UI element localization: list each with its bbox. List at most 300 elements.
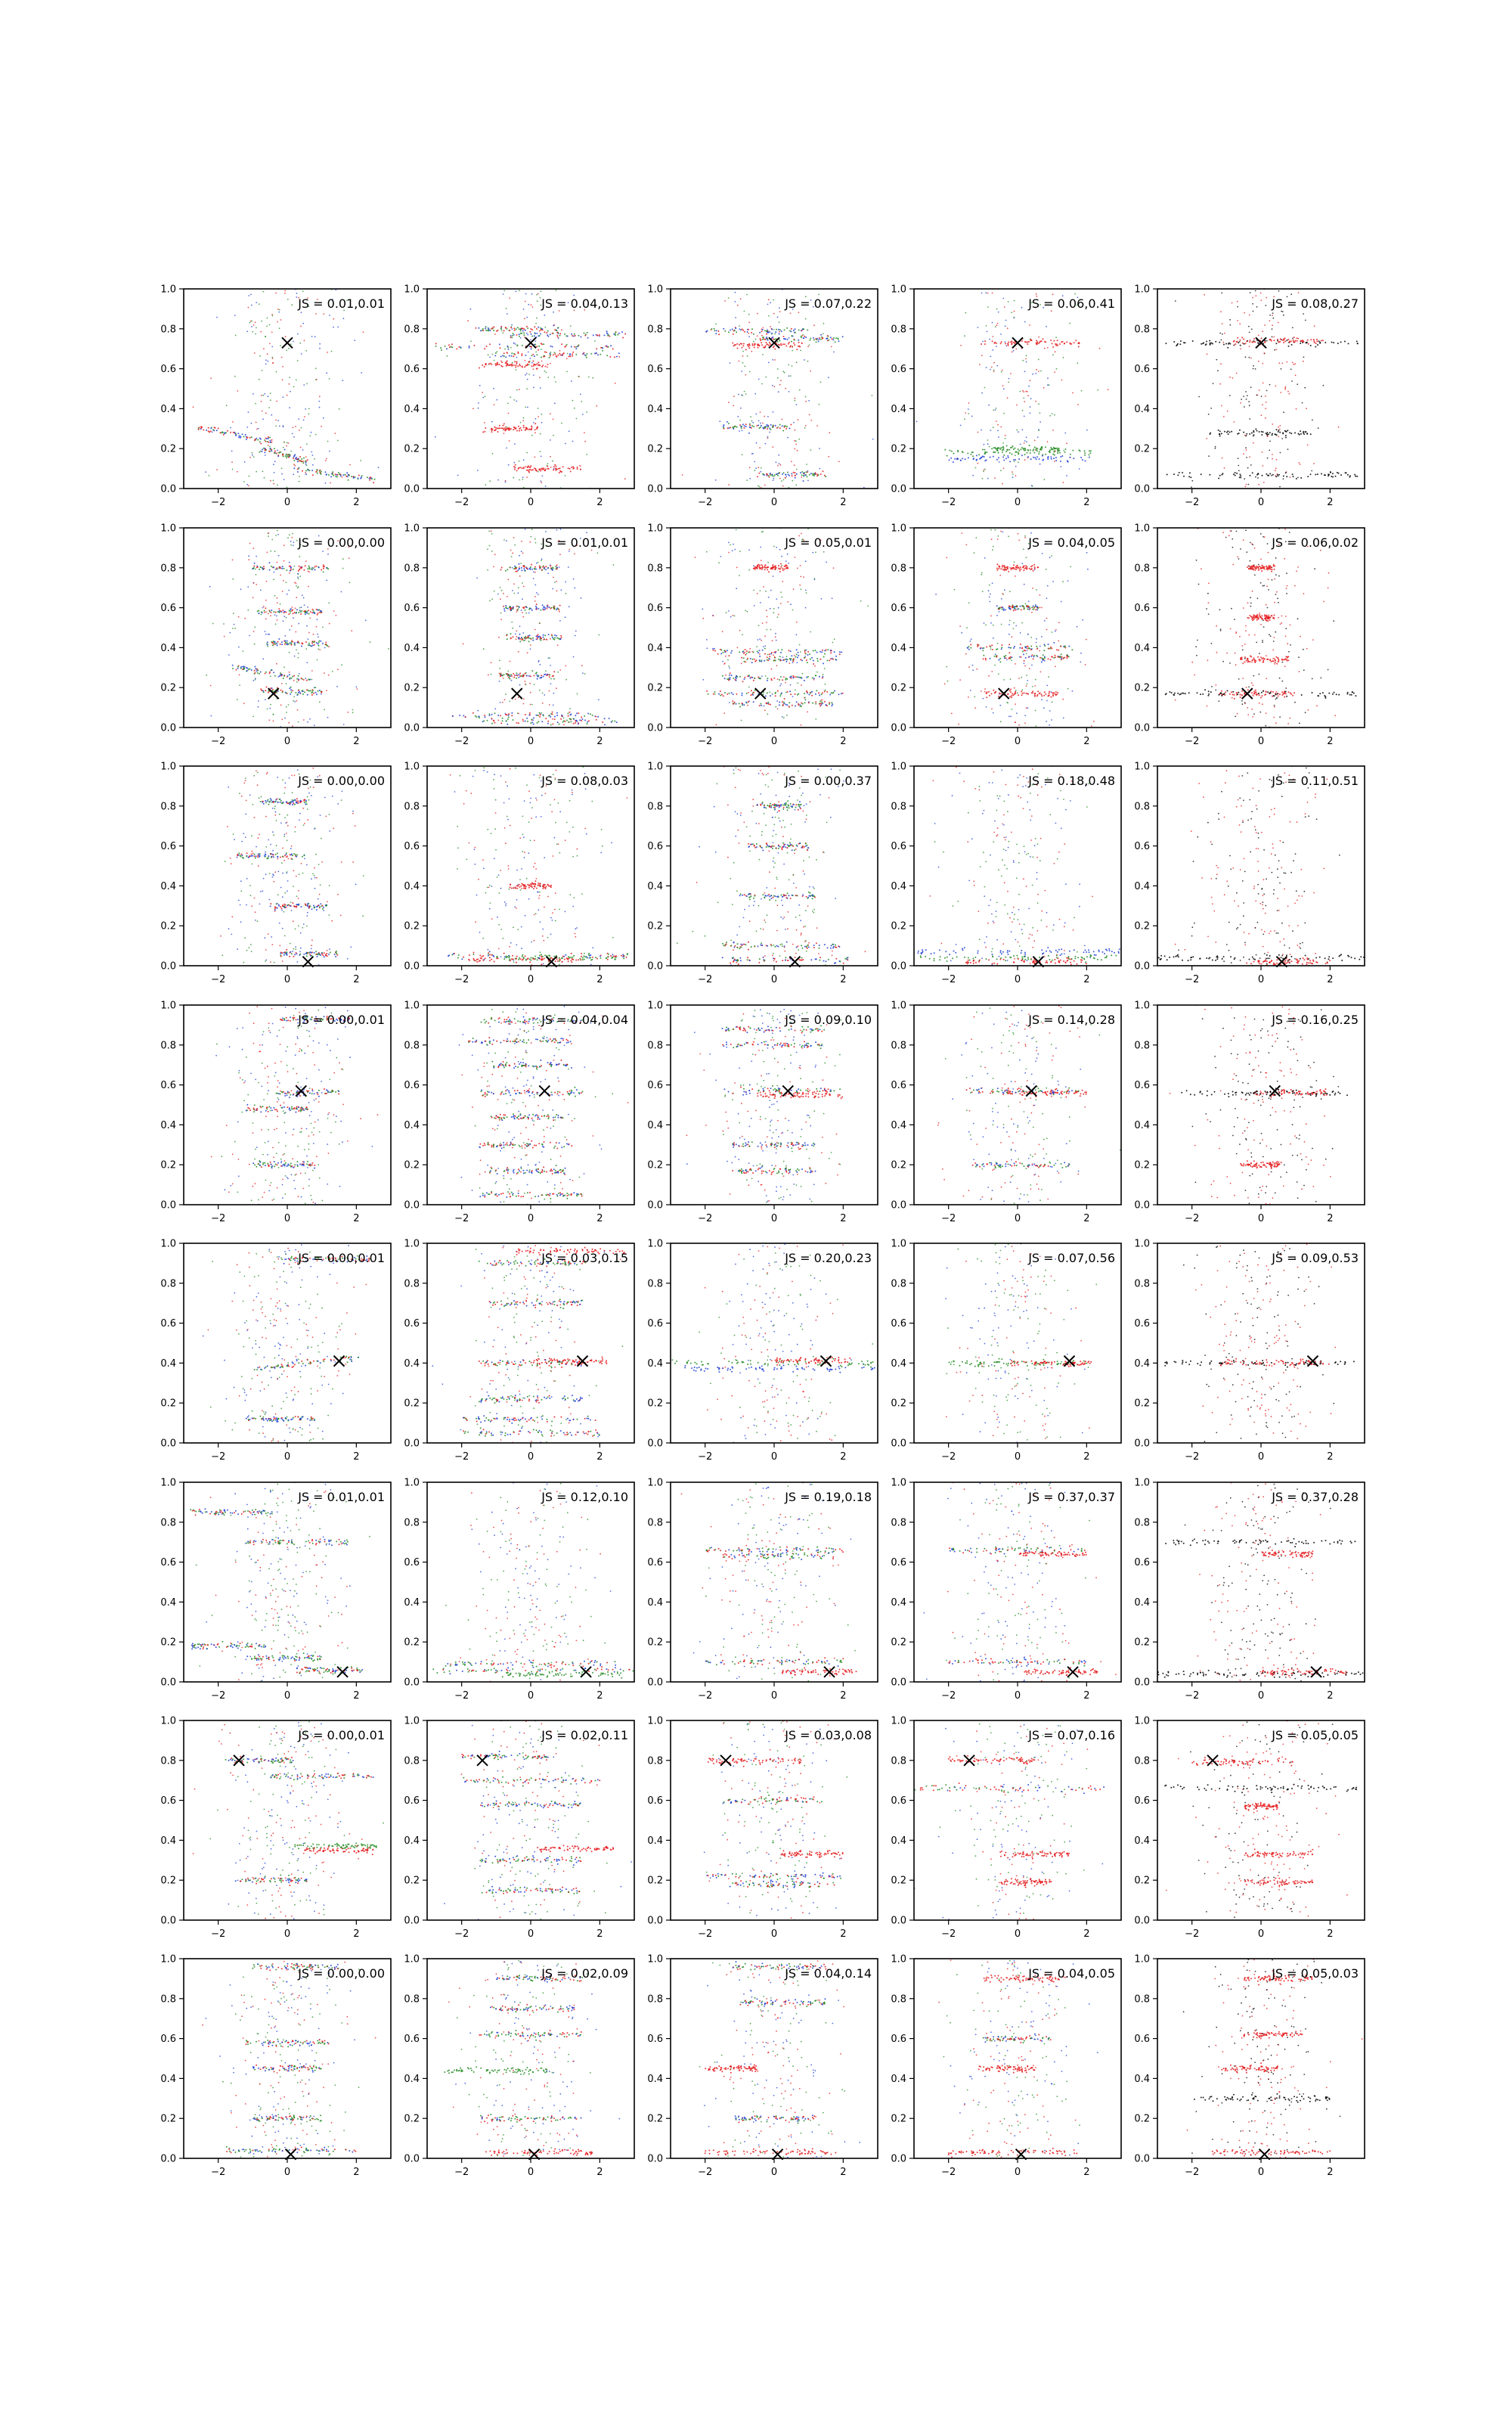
band-point [714,330,715,331]
band-point [1305,431,1306,433]
scatter-point [806,650,807,651]
band-point [1036,449,1037,451]
scatter-point [981,572,983,574]
band-point [475,715,476,717]
band-point [1284,339,1285,340]
band-point [761,661,762,662]
band-point [293,467,295,469]
band-point [503,427,505,429]
band-point [272,644,274,646]
scatter-point [1265,396,1266,397]
scatter-point [255,678,256,679]
band-point [764,648,766,650]
scatter-point [277,562,278,563]
scatter-point [297,576,299,578]
scatter-point [823,674,824,675]
band-point [270,442,271,443]
band-point [723,427,724,429]
band-point [516,609,518,610]
scatter-point [244,618,246,619]
band-point [536,609,538,610]
scatter-point [522,612,523,613]
scatter-point [507,596,508,597]
band-point [820,651,821,653]
x-tick-label: 0 [771,497,777,508]
scatter-point [1043,387,1045,389]
scatter-point [979,364,981,365]
scatter-point [1021,622,1023,624]
y-tick-label: 1.0 [647,284,663,296]
scatter-point [280,704,282,706]
band-point [521,365,522,367]
scatter-point [295,607,296,609]
scatter-point [311,670,313,672]
scatter-point [515,343,516,345]
band-point [801,343,803,344]
scatter-point [1272,458,1273,460]
band-point [525,714,526,715]
band-point [812,703,813,704]
band-point [733,703,734,705]
band-point [728,423,730,424]
scatter-point [290,613,291,614]
scatter-point [290,451,292,452]
scatter-point [1278,362,1280,364]
band-point [624,334,626,335]
band-point [1047,458,1049,460]
scatter-point [968,402,970,404]
y-tick-label: 1.0 [160,284,176,296]
band-point [497,715,499,716]
band-point [519,672,521,674]
band-point [806,690,807,692]
band-point [795,472,796,473]
scatter-point [1262,465,1263,467]
band-point [604,718,606,719]
scatter-point [594,340,596,342]
band-point [513,429,514,430]
band-point [556,332,558,334]
scatter-point [525,374,526,376]
band-point [514,330,516,331]
scatter-point [772,693,773,695]
scatter-point [289,383,290,385]
band-point [1180,340,1182,342]
band-point [785,567,787,569]
scatter-point [773,479,774,481]
band-point [829,659,830,661]
band-point [1283,476,1284,477]
scatter-point [290,343,292,345]
band-point [548,634,550,635]
scatter-point [296,296,297,298]
scatter-point [370,641,371,643]
band-point [730,652,732,653]
band-point [748,433,750,434]
band-point [604,724,606,725]
scatter-point [961,532,962,534]
scatter-point [541,712,542,714]
band-point [743,661,745,662]
scatter-point [1274,349,1275,351]
band-point [288,613,290,615]
scatter-point [1003,467,1005,469]
band-point [715,333,717,334]
band-point [773,678,775,679]
scatter-point [328,602,330,603]
scatter-point [993,410,994,411]
band-point [822,676,823,678]
axes-frame [671,528,878,728]
scatter-point [324,672,325,674]
band-point [739,344,740,346]
band-point [507,724,508,725]
scatter-point [1014,561,1015,563]
band-point [1085,461,1086,462]
scatter-point [520,337,522,339]
scatter-point [489,480,491,482]
scatter-point [528,304,529,306]
band-point [293,569,294,570]
scatter-point [518,651,519,653]
band-point [759,345,761,346]
band-point [1252,472,1253,473]
scatter-point [778,614,779,616]
band-point [482,365,483,366]
band-point [767,340,769,341]
band-point [795,332,796,334]
scatter-point [978,463,979,464]
band-point [706,690,708,692]
scatter-point [267,353,268,355]
band-point [499,364,500,365]
scatter-point [273,480,274,482]
band-point [265,673,266,675]
band-point [1005,343,1006,344]
scatter-point [1052,293,1054,295]
band-point [835,659,837,661]
band-point [753,426,754,427]
y-tick-label: 0.6 [404,364,420,375]
scatter-point [1011,660,1012,662]
band-point [298,612,299,613]
band-point [550,353,551,355]
band-point [534,429,536,430]
scatter-point [767,304,769,306]
band-point [806,677,807,678]
scatter-point [284,718,286,719]
band-point [482,431,484,433]
y-tick-label: 0.8 [160,563,176,574]
scatter-point [294,465,296,467]
band-point [1078,346,1080,347]
band-point [756,425,758,427]
scatter-point [736,588,737,589]
band-point [523,427,525,428]
band-point [575,346,577,348]
band-point [560,355,562,356]
band-point [807,676,809,678]
band-point [525,673,526,675]
band-point [556,569,558,570]
band-point [554,329,556,330]
js-annotation: JS = 0.07,0.22 [784,296,872,311]
scatter-point [796,469,798,470]
band-point [531,428,532,430]
scatter-point [514,443,516,445]
scatter-point [1015,466,1017,467]
scatter-point [268,634,270,635]
band-point [596,335,598,337]
band-point [785,659,786,660]
band-point [965,458,966,460]
band-point [1055,460,1057,461]
band-point [203,430,204,431]
scatter-point [253,548,254,549]
scatter-point [275,426,277,427]
scatter-point [996,346,997,347]
band-point [825,476,826,477]
band-point [1349,476,1350,478]
scatter-point [1275,467,1277,469]
scatter-point [305,560,307,562]
band-point [285,612,287,613]
band-point [793,472,795,473]
band-point [254,666,256,668]
scatter-point [506,427,507,428]
band-point [535,606,537,607]
scatter-point [993,371,995,372]
scatter-point [1272,328,1273,330]
band-point [590,353,592,355]
scatter-point [752,453,754,455]
scatter-point [262,658,264,659]
scatter-point [1210,408,1212,409]
band-point [795,676,797,678]
scatter-point [352,712,354,713]
band-point [827,335,829,337]
band-point [1285,435,1287,436]
scatter-point [523,586,525,588]
scatter-point [999,611,1000,613]
band-point [813,660,814,662]
band-point [290,687,292,688]
band-point [813,473,815,475]
panel-r1-c5 [1134,284,1365,509]
band-point [499,425,500,427]
scatter-point [586,454,587,455]
band-point [739,651,740,653]
scatter-point [497,399,498,401]
scatter-point [781,480,782,482]
scatter-point [246,330,248,332]
band-point [727,693,728,695]
band-point [1224,431,1225,433]
scatter-point [1026,675,1027,676]
band-point [501,361,503,363]
scatter-point [801,724,802,726]
scatter-point [328,675,330,676]
band-point [750,694,751,696]
scatter-point [500,613,502,614]
band-point [602,350,603,352]
band-point [722,675,723,677]
scatter-point [1046,721,1047,722]
band-point [514,675,516,676]
scatter-point [766,629,767,631]
band-point [820,659,821,660]
scatter-point [813,679,815,681]
scatter-point [239,675,240,676]
band-point [313,567,314,569]
band-point [991,448,993,449]
band-point [575,722,576,724]
band-point [733,428,734,430]
scatter-point [872,439,874,440]
scatter-point [776,547,777,548]
scatter-point [300,326,302,327]
band-point [246,670,248,672]
scatter-point [778,607,779,609]
scatter-point [1018,461,1019,463]
band-point [285,641,287,643]
scatter-point [768,362,770,364]
scatter-point [511,324,513,326]
band-point [1340,474,1342,476]
scatter-point [290,544,292,546]
band-point [514,361,516,362]
scatter-point [279,309,280,311]
scatter-point [303,719,305,721]
scatter-point [819,468,820,470]
scatter-point [988,590,990,591]
scatter-point [807,346,809,347]
scatter-point [276,401,277,402]
scatter-point [500,619,502,620]
scatter-point [763,646,764,647]
band-point [819,676,820,678]
scatter-point [1245,356,1247,358]
scatter-point [265,336,266,337]
scatter-point [1011,709,1012,710]
band-point [1064,343,1065,344]
scatter-point [293,617,294,619]
band-point [780,693,782,695]
band-point [531,355,532,356]
band-point [313,693,314,694]
scatter-point [1003,679,1005,681]
band-point [785,661,787,662]
band-point [1278,474,1280,476]
band-point [278,608,280,610]
scatter-point [966,627,968,628]
band-point [523,425,525,427]
scatter-point [515,699,516,700]
band-point [611,721,612,723]
band-point [554,634,556,636]
scatter-point [565,443,566,445]
scatter-point [987,331,988,333]
band-point [816,341,817,343]
scatter-point [1240,349,1241,350]
band-point [984,340,986,342]
band-point [280,451,281,453]
scatter-point [820,381,822,383]
band-point [775,693,776,694]
scatter-point [1207,353,1208,355]
scatter-point [1258,361,1259,362]
scatter-point [777,678,779,680]
band-point [587,721,588,723]
scatter-point [572,441,574,442]
scatter-point [237,471,238,473]
band-point [568,355,569,357]
scatter-point [624,478,626,479]
band-point [779,568,781,569]
band-point [742,704,743,706]
scatter-point [1297,477,1299,479]
scatter-point [695,557,696,558]
band-point [743,704,745,706]
band-point [807,654,809,656]
band-point [806,659,807,661]
band-point [584,333,585,334]
scatter-point [538,594,539,595]
scatter-point [757,313,758,315]
band-point [279,566,280,568]
band-point [723,652,724,653]
scatter-point [289,562,290,563]
band-point [729,675,730,676]
band-point [1314,342,1315,343]
scatter-point [265,631,266,632]
scatter-point [831,346,832,348]
scatter-point [325,482,327,484]
scatter-point [298,418,299,420]
band-point [573,468,575,470]
band-point [736,693,737,695]
scatter-point [795,484,797,486]
scatter-point [531,293,533,295]
band-point [587,332,588,334]
band-point [1317,344,1318,346]
band-point [1060,456,1061,458]
band-point [494,363,496,365]
scatter-point [1062,482,1064,483]
band-point [730,330,731,331]
band-point [493,720,494,721]
scatter-point [263,348,265,349]
band-point [757,650,758,652]
band-point [259,673,260,675]
band-point [1356,340,1358,342]
scatter-point [282,591,284,592]
band-point [279,610,280,612]
band-point [534,569,536,570]
band-point [761,330,763,332]
band-point [510,608,511,610]
band-point [1284,337,1286,339]
band-point [515,464,516,466]
band-point [328,474,330,476]
band-point [789,650,790,651]
band-point [530,566,531,568]
scatter-point [251,326,253,327]
band-point [501,427,503,429]
scatter-point [1046,700,1048,702]
band-point [458,346,460,348]
band-point [318,609,320,610]
